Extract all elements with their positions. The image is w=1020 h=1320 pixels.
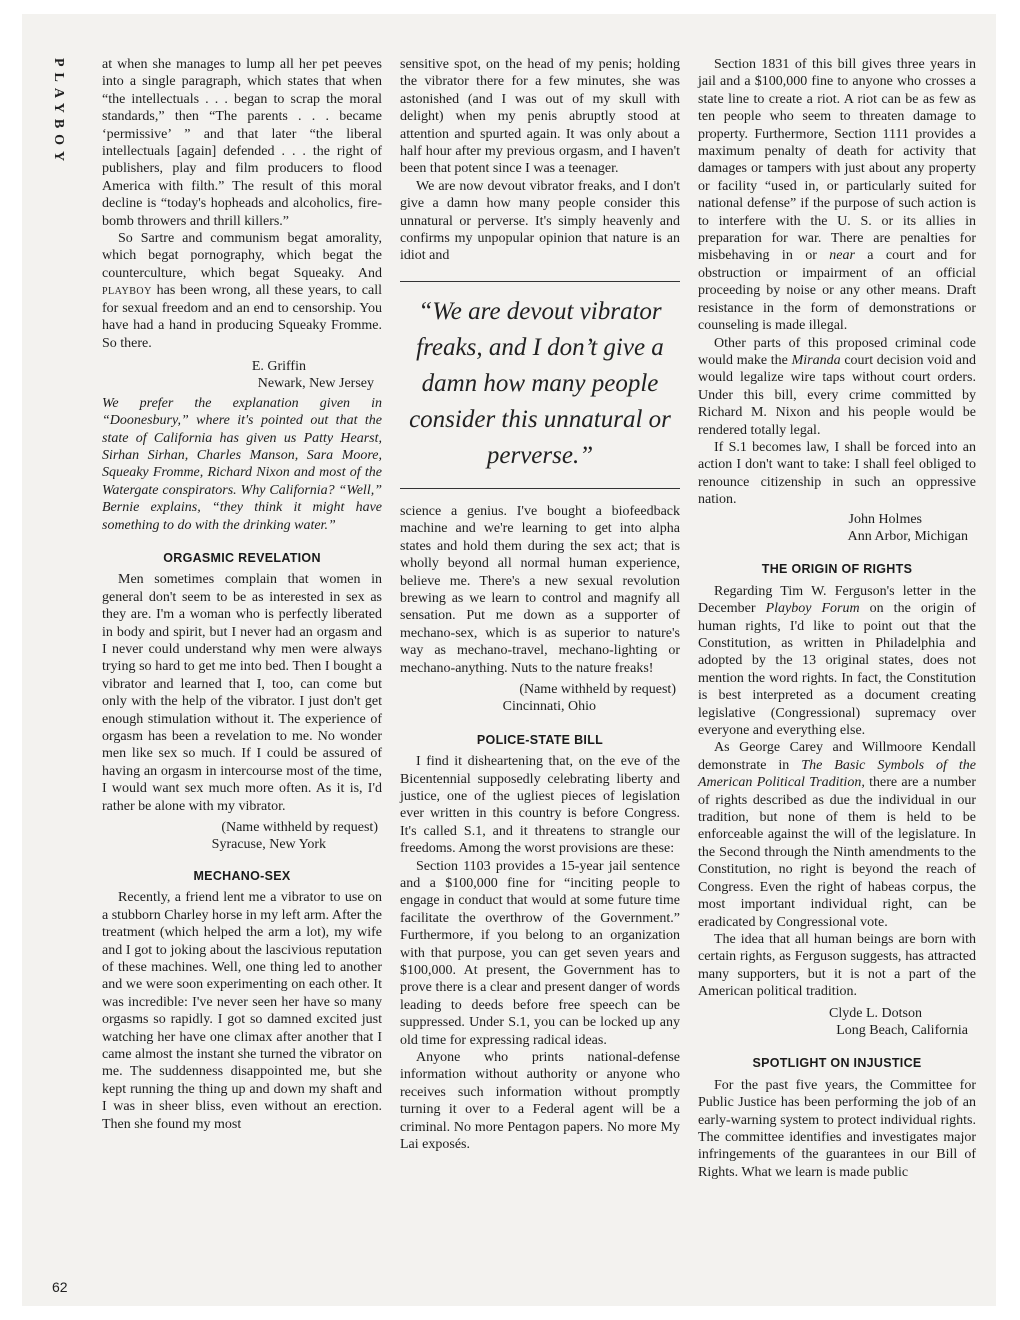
- paragraph: If S.1 becomes law, I shall be forced into an action I don't want to take: I shall feel obliged to renounce citizenship in such an oppressive nation.: [698, 439, 976, 508]
- paragraph: So Sartre and communism begat amorality, which begat pornography, which begat the counterculture, which begat Squeaky. And playboy has been wrong, all these years, to call for sexual freedom and an end to censorship. You have had a hand in producing Squeaky Fromme. So there.: [102, 231, 382, 351]
- section-heading: THE ORIGIN OF RIGHTS: [761, 562, 913, 577]
- signature-place: Syracuse, New York: [211, 837, 326, 853]
- paragraph: As George Carey and Willmoore Kendall demonstrate in The Basic Symbols of the American Political Tradition, there are a number of rights described as due the individual in our tradition, but none of them is held to be enforceable against the will of the legislature. In the Second through the Ninth amendments to the Constitution, no right is beyond the reach of Congress. Even the right of habeas corpus, the most important individual right, can be eradicated by Congressional vote.: [698, 740, 977, 930]
- editor-note: We prefer the explanation given in “Doonesbury,” where it's pointed out that the state of California has given us Patty Hearst, Sirhan Sirhan, Charles Manson, Sara Moore, Squeaky Fromme, Richard Nixon and most of the Watergate conspirators. Why California? “Well,” Bernie explains, “they think it might have something to do with the drinking water.”: [102, 395, 382, 533]
- paragraph: sensitive spot, on the head of my penis; holding the vibrator there for a few minutes, she was astonished (and I was out of my skull with delight) when my penis abruptly stood at attention and spurted again. It was only about a half hour after my previous orgasm, and I haven't been that potent since I was a teenager.: [400, 57, 680, 177]
- emphasis: Playboy Forum: [765, 601, 860, 617]
- signature-place: Long Beach, California: [836, 1022, 968, 1038]
- paragraph: The idea that all human beings are born with certain rights, as Ferguson suggests, has attracted many supporters, but it is not a part of the American political tradition.: [698, 931, 976, 1000]
- emphasis: The Basic Symbols of the American Political Tradition,: [698, 757, 977, 791]
- section-heading: SPOTLIGHT ON INJUSTICE: [752, 1056, 922, 1071]
- magazine-page: [22, 14, 996, 1306]
- signature-name: (Name withheld by request): [519, 681, 676, 697]
- signature-name: John Holmes: [848, 511, 922, 527]
- paragraph: at when she manages to lump all her pet peeves into a single paragraph, which states that when “the intellectuals . . . began to scrap the moral standards,” then “The parents . . . became ‘permissive’ ” and that later “the liberal intellectuals [again] defended . . . the right of publishers, play and film producers to flood America with filth.” The result of this moral decline is “today's hopheads and alcoholics, fire-bomb throwers and thrill killers.”: [102, 57, 382, 229]
- column-3: [698, 56, 976, 1181]
- signature-name: Clyde L. Dotson: [829, 1005, 922, 1021]
- column-2: [400, 56, 680, 1154]
- paragraph: Anyone who prints national-defense information without authority or anyone who receives such information without promptly turning it over to a Federal agent will be a criminal. No more Pentagon papers. No more My Lai exposés.: [400, 1050, 680, 1153]
- column-1: [102, 56, 382, 1133]
- signature: [102, 819, 382, 854]
- section-heading: MECHANO-SEX: [193, 868, 291, 883]
- pull-quote: “We are devout vibrator freaks, and I don’t give a damn how many people consider this unnatural or perverse.”: [400, 281, 680, 489]
- signature-place: Newark, New Jersey: [257, 376, 374, 392]
- paragraph: I find it disheartening that, on the eve of the Bicentennial supposedly celebrating liberty and justice, one of the ugliest pieces of legislation ever written in this country is before Congress. It's called S.1, and it threatens to strangle our freedoms. Among the worst provisions are these:: [400, 754, 680, 857]
- paragraph: We are now devout vibrator freaks, and I don't give a damn how many people consider this unnatural or perverse. It's simply heavenly and confirms my unpopular opinion that nature is an idiot and: [400, 178, 680, 264]
- signature-name: (Name withheld by request): [221, 820, 378, 836]
- signature-place: Cincinnati, Ohio: [502, 699, 596, 715]
- paragraph: Recently, a friend lent me a vibrator to use on a stubborn Charley horse in my left arm. After the treatment (which helped the arm a lot), my wife and I got to joking about the lascivious reputation of these machines. Well, one thing led to another and we were soon experimenting on each other. It was incredible: I've never seen her have so many orgasms so rapidly. I got so damned excited just watching her have one climax after another that I came almost the instant she turned the vibrator on me. The suddenness disappointed me, but she kept running the thing up and down my shaft and I was in sheer bliss, even without an erection. Then she found my most: [102, 890, 382, 1132]
- paragraph: Section 1103 provides a 15-year jail sentence and a $100,000 fine for “inciting people to engage in conduct that would at some future time facilitate the overthrow of the Government.” Furthermore, if you belong to an organization with that purpose, you can get seven years and $100,000. At present, the Government has to prove there is a clear and present danger of words leading to deeds before free speech can be suppressed. Under S.1, you can be locked up any old time for expressing radical ideas.: [400, 858, 680, 1048]
- playboy-smallcaps: playboy: [102, 283, 152, 299]
- paragraph: For the past five years, the Committee for Public Justice has been performing the job of an early-warning system to protect individual rights. The committee identifies and investigates major infringements of the guarantees in our Bill of Rights. What we learn is made public: [698, 1077, 976, 1180]
- paragraph: science a genius. I've bought a biofeedback machine and we're learning to get into alpha states and hold them during the sex act; that is wholly beyond all normal human experience, believe me. There's a new sexual revolution brewing as we learn to control and magnify all sensation. Put me down as a supporter of mechano-sex, which is as superior to nature's way as mechano-travel, mechano-lighting or mechano-anything. Nuts to the nature freaks!: [400, 503, 680, 676]
- emphasis: Miranda: [791, 352, 841, 368]
- paragraph: Regarding Tim W. Ferguson's letter in the December Playboy Forum on the origin of human rights, I'd like to point out that the Constitution, as written in Philadelphia and adopted by the 13 original states, does not mention the word rights. In fact, the Constitution is best interpreted as a document creating legislative (Congressional) supremacy over everyone and everything else.: [698, 583, 976, 739]
- section-heading: POLICE-STATE BILL: [476, 732, 604, 747]
- signature: [400, 681, 680, 716]
- masthead: PLAYBOY: [51, 58, 66, 168]
- paragraph: Section 1831 of this bill gives three years in jail and a $100,000 fine to anyone who crosses a state line to create a riot. A riot can be as few as ten people who seem to threaten damage to property. Furthermore, Section 1111 provides a maximum penalty of death for activity that damages or tampers with just about any property or facility “used in, or particularly suited for national defense” if the purpose of such action is to interfere with the U. S. or its allies in preparation for war. There are penalties for misbehaving in or near a court and for obstruction or impairment of an official proceeding by noise or any other means. Draft resistance in the form of demonstrations or counseling is made illegal.: [698, 57, 976, 334]
- paragraph: Men sometimes complain that women in general don't seem to be as interested in sex as they are. I'm a woman who is perfectly liberated in body and spirit, but I never had an orgasm and I never could understand why men were always trying so hard to get me into bed. Then I bought a vibrator and learned that I, too, can come but only with the help of the vibrator. I just don't get enough stimulation without it. The experience of orgasm has been a revelation to me. No wonder men like sex so much. If I could be assured of having an orgasm in intercourse most of the time, I would want sex much more often. As it is, I'd rather be alone with my vibrator.: [102, 572, 382, 814]
- signature-place: Ann Arbor, Michigan: [847, 528, 968, 544]
- paragraph: Other parts of this proposed criminal code would make the Miranda court decision void and would legalize wire taps without court orders. Under this bill, every crime committed by Richard M. Nixon and his people would be rendered totally legal.: [698, 335, 977, 438]
- page-number: 62: [52, 1279, 68, 1295]
- emphasis: near: [829, 248, 855, 264]
- signature-name: E. Griffin: [251, 358, 306, 374]
- section-heading: ORGASMIC REVELATION: [163, 550, 321, 565]
- signature: [698, 511, 976, 546]
- signature: [698, 1005, 976, 1040]
- signature: [102, 358, 382, 393]
